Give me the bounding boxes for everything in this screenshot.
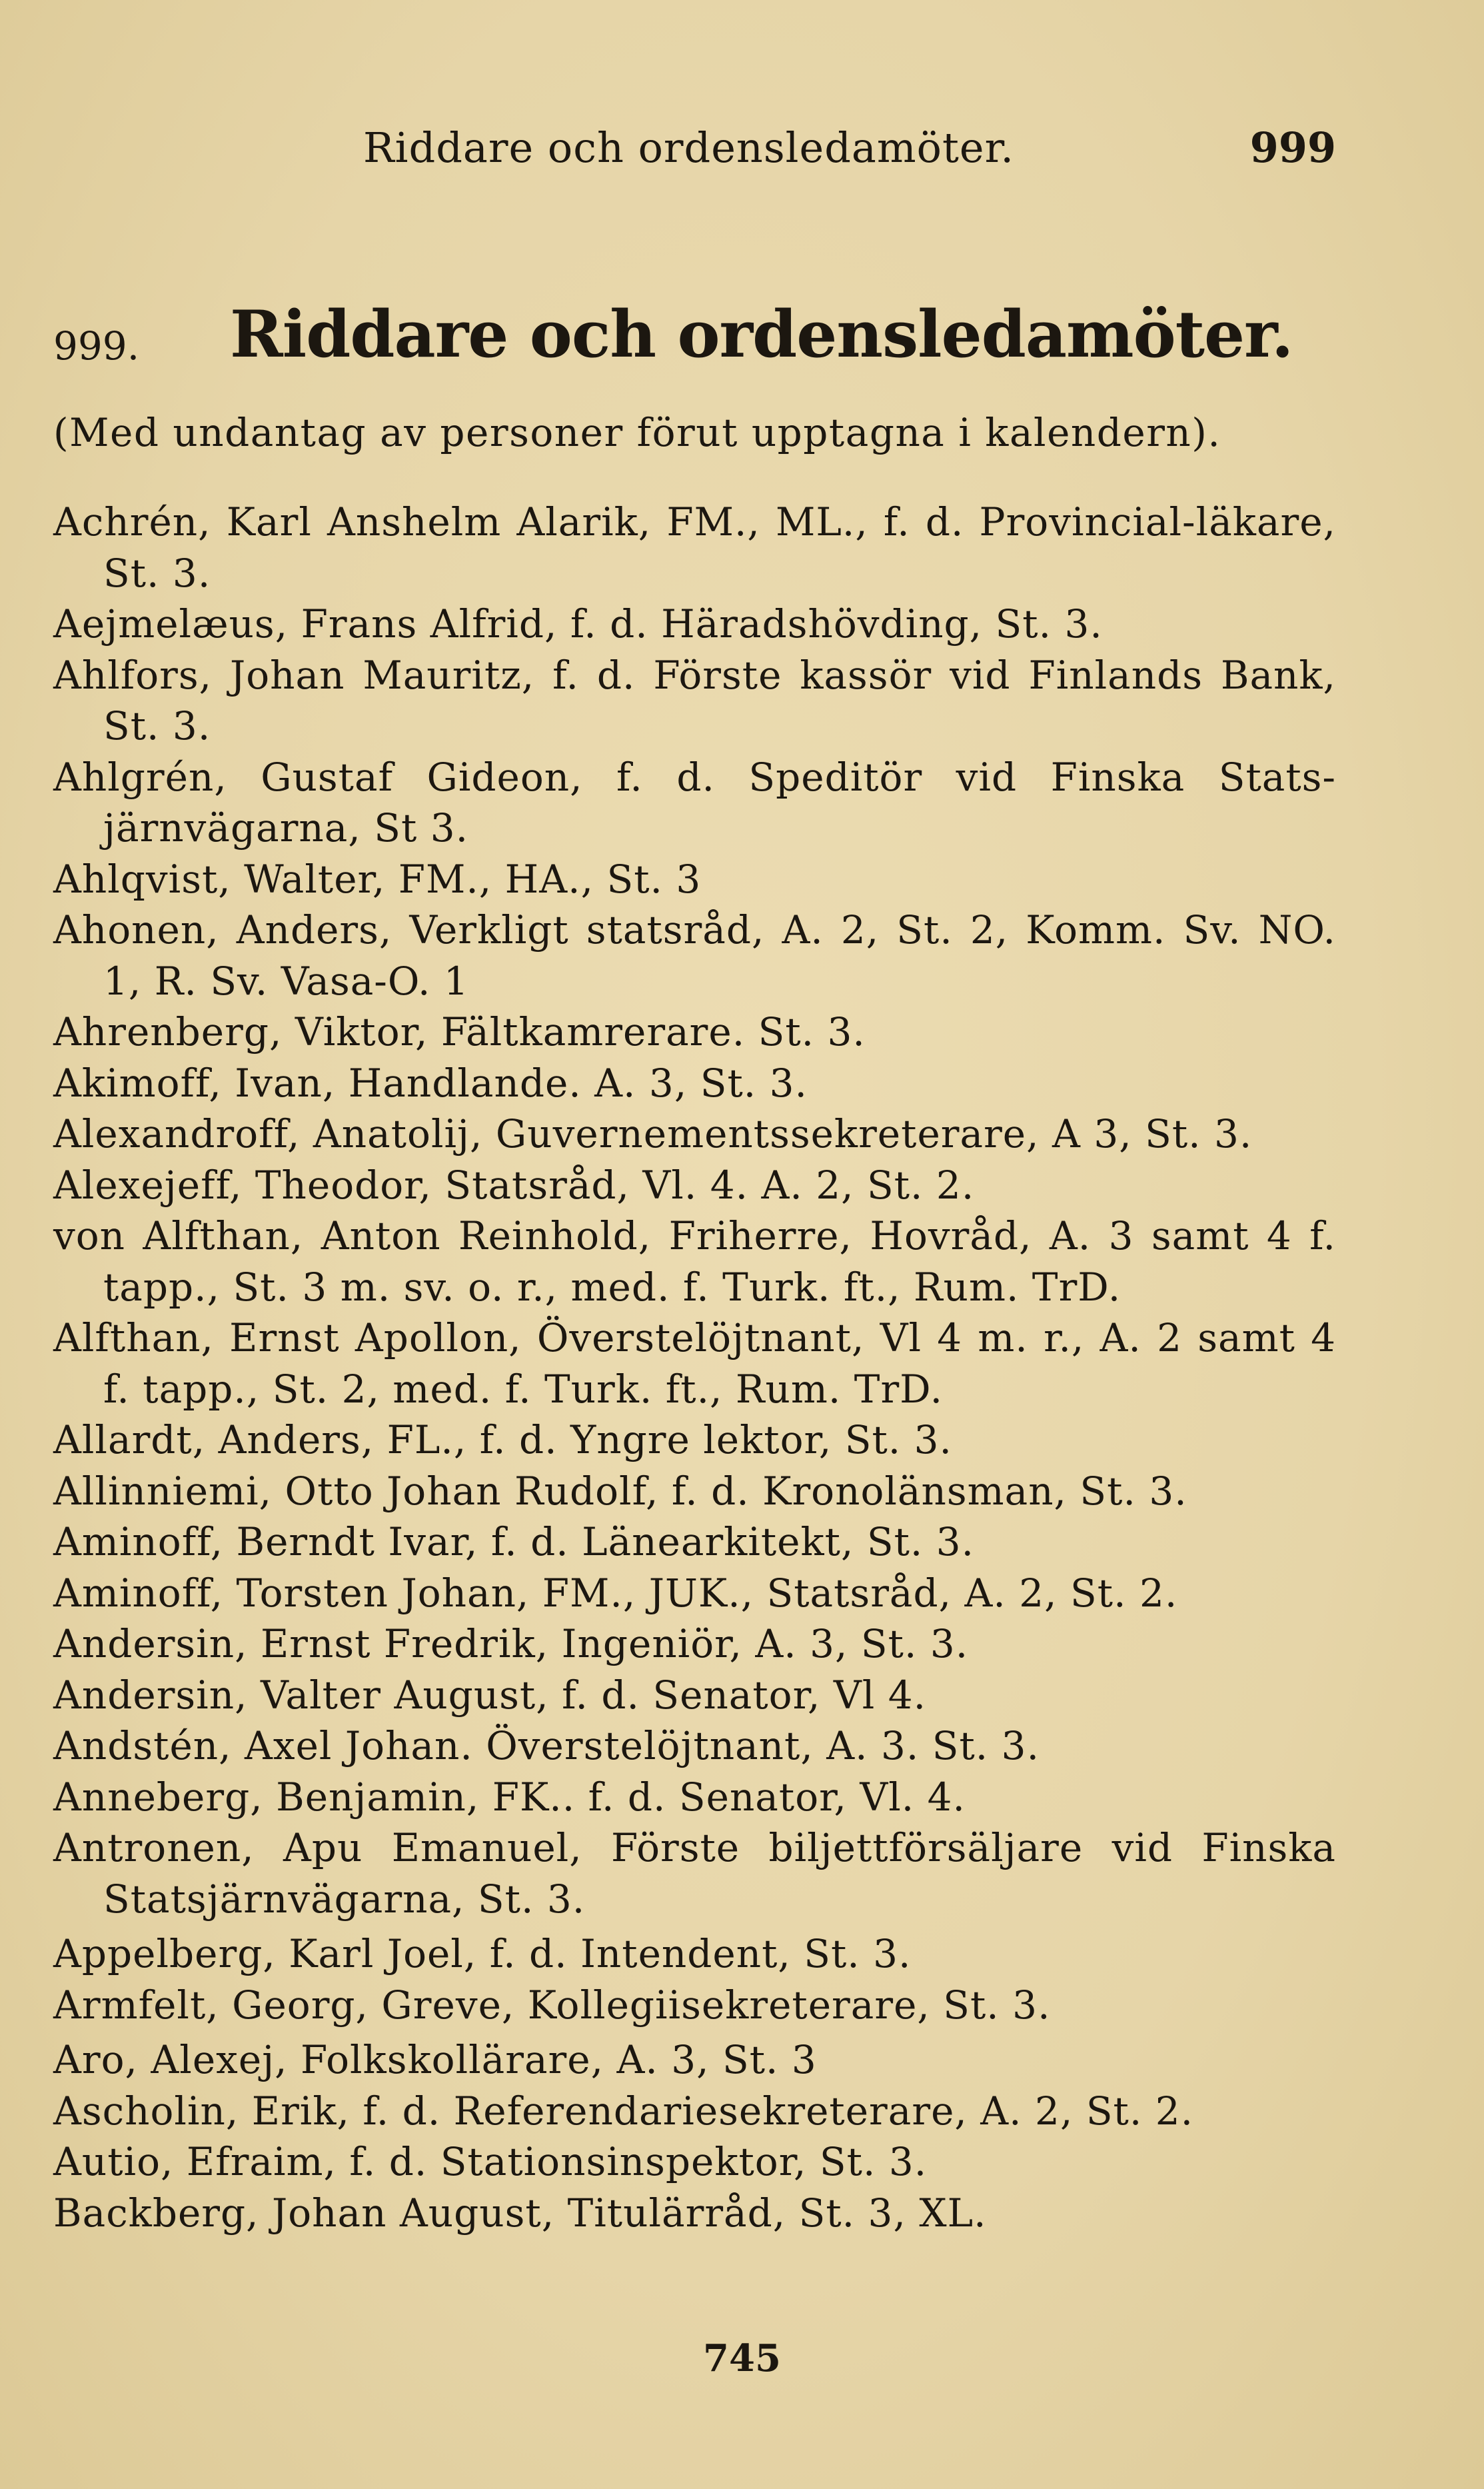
entry-akimoff: Akimoff, Ivan, Handlande. A. 3, St. 3. xyxy=(53,1060,808,1106)
entry-allardt: Allardt, Anders, FL., f. d. Yngre lektor, St. 3. xyxy=(53,1417,952,1462)
entry-andersin-ernst: Andersin, Ernst Fredrik, Ingeniör, A. 3, St. 3. xyxy=(53,1621,969,1666)
section-number: 999. xyxy=(53,323,140,369)
entry-von-alfthan: von Alfthan, Anton Reinhold, Friherre, Hovråd, A. 3 samt 4 f. tapp., St. 3 m. sv. o. r., med. f. Turk. ft., Rum. TrD. xyxy=(53,1213,1336,1310)
entry-aminoff-berndt: Aminoff, Berndt Ivar, f. d. Länearkitekt, St. 3. xyxy=(53,1519,975,1564)
entry-alfthan: Alfthan, Ernst Apollon, Överstelöjtnant, Vl 4 m. r., A. 2 samt 4 f. tapp., St. 2, med. f. Turk. ft., Rum. TrD. xyxy=(53,1315,1336,1412)
entry-ahonen: Ahonen, Anders, Verkligt statsråd, A. 2, St. 2, Komm. Sv. NO. 1, R. Sv. Vasa-O. 1 xyxy=(53,907,1336,1004)
entry-alexandroff: Alexandroff, Anatolij, Guvernementssekreterare, A 3, St. 3. xyxy=(53,1111,1253,1157)
entry-ahlgren: Ahlgrén, Gustaf Gideon, f. d. Speditör vid Finska Stats-järnvägarna, St 3. xyxy=(53,754,1336,851)
entry-aminoff-torsten: Aminoff, Torsten Johan, FM., JUK., Statsråd, A. 2, St. 2. xyxy=(53,1570,1178,1616)
entry-aejmelaeus: Aejmelæus, Frans Alfrid, f. d. Häradshövding, St. 3. xyxy=(53,601,1103,647)
entry-allinniemi: Allinniemi, Otto Johan Rudolf, f. d. Kronolänsman, St. 3. xyxy=(53,1468,1187,1514)
entry-antronen: Antronen, Apu Emanuel, Förste biljettförsäljare vid Finska Statsjärnvägarna, St. 3. xyxy=(53,1825,1336,1922)
entry-ahlqvist: Ahlqvist, Walter, FM., HA., St. 3 xyxy=(53,856,702,902)
running-page-number: 999 xyxy=(1249,123,1336,172)
entry-list xyxy=(53,497,1336,2238)
entry-achren: Achrén, Karl Anshelm Alarik, FM., ML., f. d. Provincial-läkare, St. 3. xyxy=(53,499,1336,596)
entry-autio: Autio, Efraim, f. d. Stationsinspektor, St. 3. xyxy=(53,2139,928,2184)
entry-andsten: Andstén, Axel Johan. Överstelöjtnant, A. 3. St. 3. xyxy=(53,1723,1040,1768)
entry-aro: Aro, Alexej, Folkskollärare, A. 3, St. 3 xyxy=(53,2037,817,2082)
entry-ahrenberg: Ahrenberg, Viktor, Fältkamrerare. St. 3. xyxy=(53,1009,866,1055)
running-title: Riddare och ordensledamöter. xyxy=(363,123,1015,172)
running-header xyxy=(363,123,1336,183)
folio-number: 745 xyxy=(703,2336,781,2380)
entry-andersin-valter: Andersin, Valter August, f. d. Senator, Vl 4. xyxy=(53,1672,927,1718)
section-heading xyxy=(53,297,1453,383)
section-subtitle: (Med undantag av personer förut upptagna i kalendern). xyxy=(53,410,1221,455)
entry-alexejeff: Alexejeff, Theodor, Statsråd, Vl. 4. A. 2, St. 2. xyxy=(53,1162,975,1208)
entry-armfelt: Armfelt, Georg, Greve, Kollegiisekreterare, St. 3. xyxy=(53,1982,1051,2028)
entry-ahlfors: Ahlfors, Johan Mauritz, f. d. Förste kassör vid Finlands Bank, St. 3. xyxy=(53,652,1336,749)
entry-ascholin: Ascholin, Erik, f. d. Referendariesekreterare, A. 2, St. 2. xyxy=(53,2088,1194,2134)
entry-appelberg: Appelberg, Karl Joel, f. d. Intendent, St. 3. xyxy=(53,1931,912,1976)
entry-backberg: Backberg, Johan August, Titulärråd, St. 3, XL. xyxy=(53,2190,987,2236)
section-title: Riddare och ordensledamöter. xyxy=(230,297,1293,372)
entry-anneberg: Anneberg, Benjamin, FK.. f. d. Senator, Vl. 4. xyxy=(53,1774,966,1820)
